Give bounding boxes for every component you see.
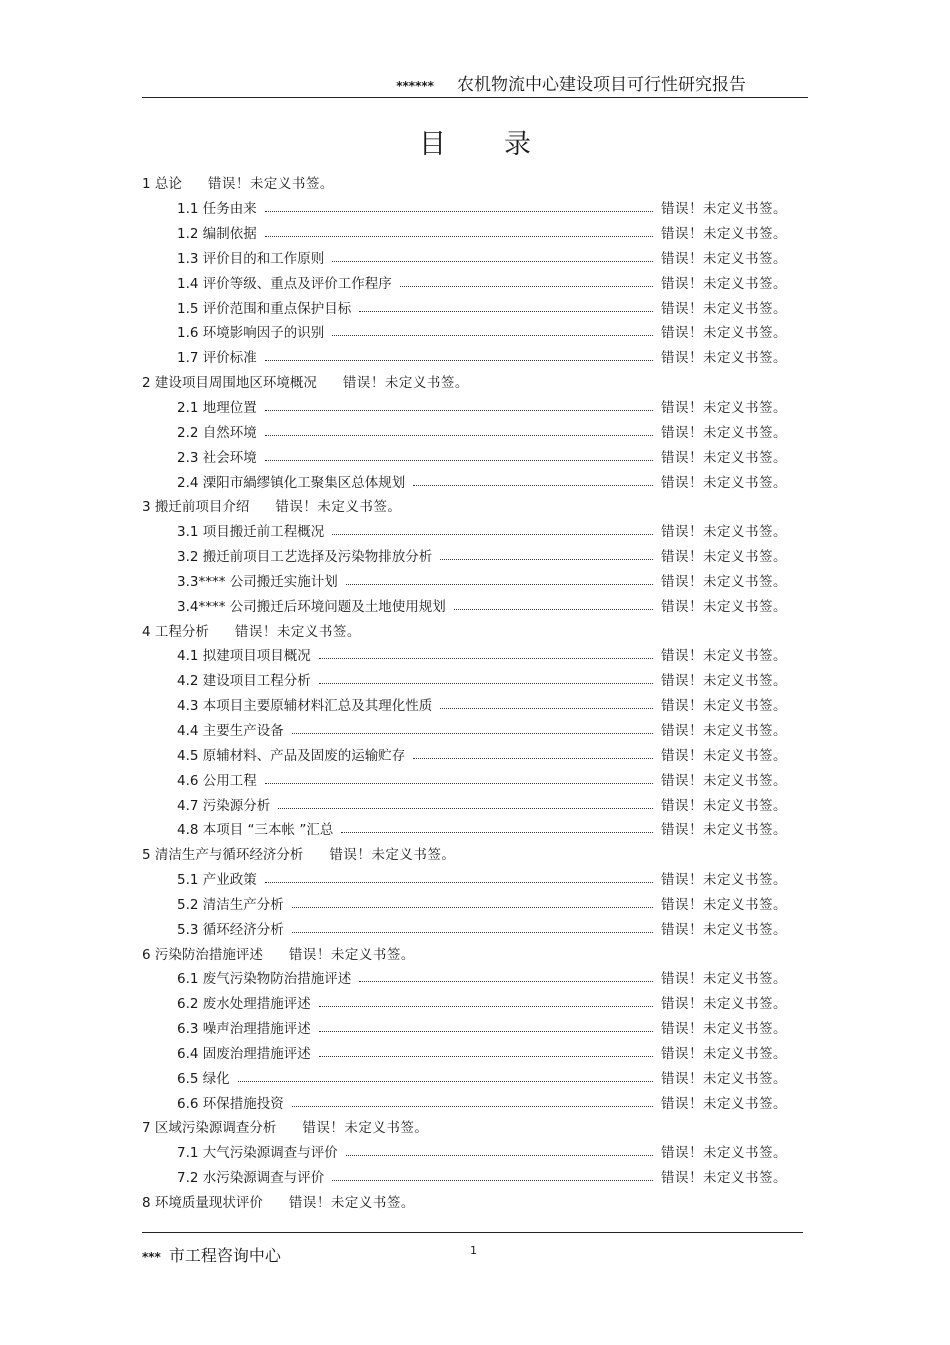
toc-entry[interactable] bbox=[142, 642, 787, 667]
toc-leader-dots bbox=[332, 533, 653, 535]
toc-entry[interactable] bbox=[142, 1164, 787, 1189]
toc-entry[interactable] bbox=[142, 468, 787, 493]
toc-leader-dots bbox=[265, 210, 653, 212]
table-of-contents bbox=[142, 170, 787, 1213]
toc-entry-label: 6 污染防治措施评述 bbox=[142, 946, 263, 963]
footer-org bbox=[142, 1243, 281, 1266]
toc-entry[interactable] bbox=[142, 568, 787, 593]
toc-entry-page: 错误！未定义书签。 bbox=[661, 474, 787, 491]
toc-entry-page: 错误！未定义书签。 bbox=[661, 549, 787, 566]
toc-entry[interactable] bbox=[142, 369, 787, 394]
toc-entry-label: 1.7 评价标准 bbox=[177, 350, 257, 367]
toc-entry[interactable] bbox=[142, 418, 787, 443]
toc-leader-dots bbox=[341, 831, 653, 833]
toc-entry-label: 4.3 本项目主要原辅材料汇总及其理化性质 bbox=[177, 698, 433, 715]
toc-leader-dots bbox=[319, 657, 653, 659]
toc-entry[interactable] bbox=[142, 816, 787, 841]
footer-org-name: 市工程咨询中心 bbox=[168, 1246, 281, 1265]
toc-entry-page: 错误！未定义书签。 bbox=[661, 1070, 787, 1087]
toc-entry-label: 3 搬迁前项目介绍 bbox=[142, 499, 250, 516]
toc-entry-page: 错误！未定义书签。 bbox=[661, 400, 787, 417]
toc-entry[interactable] bbox=[142, 1064, 787, 1089]
toc-entry[interactable] bbox=[142, 1040, 787, 1065]
toc-entry-label: 6.4 固废治理措施评述 bbox=[177, 1045, 311, 1062]
toc-entry-label: 2 建设项目周围地区环境概况 bbox=[142, 375, 317, 392]
toc-entry-page: 错误！未定义书签。 bbox=[661, 1095, 787, 1112]
toc-entry[interactable] bbox=[142, 741, 787, 766]
toc-entry-page: 错误！未定义书签。 bbox=[661, 797, 787, 814]
toc-entry-label: 4.1 拟建项目项目概况 bbox=[177, 648, 311, 665]
toc-entry-label: 3.4**** 公司搬迁后环境问题及土地使用规划 bbox=[177, 598, 446, 615]
toc-entry-label: 7.2 水污染源调查与评价 bbox=[177, 1170, 325, 1187]
toc-entry-label: 2.3 社会环境 bbox=[177, 449, 257, 466]
toc-entry[interactable] bbox=[142, 493, 787, 518]
toc-entry-page: 错误！未定义书签。 bbox=[234, 623, 361, 640]
toc-entry-label: 4.8 本项目 “三本帐 ”汇总 bbox=[177, 822, 334, 839]
toc-entry-label: 6.6 环保措施投资 bbox=[177, 1095, 284, 1112]
toc-entry-label: 1.4 评价等级、重点及评价工作程序 bbox=[177, 275, 392, 292]
toc-entry-label: 4.4 主要生产设备 bbox=[177, 722, 284, 739]
toc-entry-label: 3.2 搬迁前项目工艺选择及污染物排放分析 bbox=[177, 549, 433, 566]
toc-entry-page: 错误！未定义书签。 bbox=[661, 698, 787, 715]
toc-entry-page: 错误！未定义书签。 bbox=[661, 722, 787, 739]
toc-entry[interactable] bbox=[142, 965, 787, 990]
toc-entry[interactable] bbox=[142, 592, 787, 617]
toc-entry-page: 错误！未定义书签。 bbox=[275, 499, 402, 516]
toc-entry[interactable] bbox=[142, 890, 787, 915]
toc-leader-dots bbox=[319, 1055, 653, 1057]
toc-entry-label: 7.1 大气污染源调查与评价 bbox=[177, 1145, 338, 1162]
toc-entry[interactable] bbox=[142, 394, 787, 419]
toc-entry-page: 错误！未定义书签。 bbox=[661, 250, 787, 267]
toc-entry-page: 错误！未定义书签。 bbox=[661, 275, 787, 292]
page-header bbox=[142, 70, 808, 98]
toc-entry[interactable] bbox=[142, 543, 787, 568]
header-title: 农机物流中心建设项目可行性研究报告 bbox=[457, 75, 746, 95]
toc-entry[interactable] bbox=[142, 866, 787, 891]
toc-entry-page: 错误！未定义书签。 bbox=[661, 996, 787, 1013]
toc-entry-page: 错误！未定义书签。 bbox=[661, 648, 787, 665]
toc-leader-dots bbox=[346, 583, 653, 585]
toc-entry[interactable] bbox=[142, 915, 787, 940]
toc-entry-label: 6.3 噪声治理措施评述 bbox=[177, 1021, 311, 1038]
toc-leader-dots bbox=[265, 409, 653, 411]
toc-entry-label: 2.1 地理位置 bbox=[177, 400, 257, 417]
toc-entry-label: 1 总论 bbox=[142, 176, 182, 193]
toc-entry-page: 错误！未定义书签。 bbox=[661, 424, 787, 441]
toc-entry-label: 4.5 原辅材料、产品及固废的运输贮存 bbox=[177, 747, 406, 764]
toc-entry[interactable] bbox=[142, 170, 787, 195]
toc-entry[interactable] bbox=[142, 1114, 787, 1139]
toc-entry-page: 错误！未定义书签。 bbox=[288, 946, 415, 963]
toc-entry[interactable] bbox=[142, 990, 787, 1015]
toc-leader-dots bbox=[265, 235, 653, 237]
toc-leader-dots bbox=[265, 782, 653, 784]
toc-entry-page: 错误！未定义书签。 bbox=[661, 872, 787, 889]
toc-leader-dots bbox=[292, 931, 653, 933]
toc-entry-page: 错误！未定义书签。 bbox=[661, 598, 787, 615]
toc-entry-label: 1.6 环境影响因子的识别 bbox=[177, 325, 325, 342]
page-title: 目录 bbox=[419, 129, 589, 160]
toc-entry-page: 错误！未定义书签。 bbox=[288, 1195, 415, 1212]
toc-entry-page: 错误！未定义书签。 bbox=[661, 226, 787, 243]
toc-entry-page: 错误！未定义书签。 bbox=[661, 1021, 787, 1038]
toc-entry[interactable] bbox=[142, 717, 787, 742]
page-number: 1 bbox=[470, 1244, 477, 1257]
toc-entry-page: 错误！未定义书签。 bbox=[329, 847, 456, 864]
toc-leader-dots bbox=[454, 608, 653, 610]
toc-entry[interactable] bbox=[142, 841, 787, 866]
toc-leader-dots bbox=[346, 1154, 653, 1156]
toc-entry-page: 错误！未定义书签。 bbox=[661, 971, 787, 988]
toc-entry-label: 6.1 废气污染物防治措施评述 bbox=[177, 971, 352, 988]
toc-entry-label: 2.4 溧阳市緺缪镇化工聚集区总体规划 bbox=[177, 474, 406, 491]
toc-entry-label: 8 环境质量现状评价 bbox=[142, 1195, 263, 1212]
toc-entry-page: 错误！未定义书签。 bbox=[207, 176, 334, 193]
toc-entry-label: 6.2 废水处理措施评述 bbox=[177, 996, 311, 1013]
toc-leader-dots bbox=[440, 707, 653, 709]
toc-entry-page: 错误！未定义书签。 bbox=[661, 524, 787, 541]
toc-entry-label: 3.3**** 公司搬迁实施计划 bbox=[177, 573, 338, 590]
toc-leader-dots bbox=[292, 906, 653, 908]
toc-entry[interactable] bbox=[142, 1189, 787, 1214]
toc-entry[interactable] bbox=[142, 667, 787, 692]
toc-entry[interactable] bbox=[142, 518, 787, 543]
toc-leader-dots bbox=[400, 285, 653, 287]
toc-entry-label: 4 工程分析 bbox=[142, 623, 209, 640]
toc-entry-label: 5.3 循环经济分析 bbox=[177, 921, 284, 938]
toc-entry[interactable] bbox=[142, 195, 787, 220]
toc-entry-page: 错误！未定义书签。 bbox=[661, 673, 787, 690]
toc-entry[interactable] bbox=[142, 692, 787, 717]
toc-leader-dots bbox=[332, 1179, 653, 1181]
toc-entry[interactable] bbox=[142, 617, 787, 642]
toc-entry-label: 7 区域污染源调查分析 bbox=[142, 1120, 277, 1137]
toc-leader-dots bbox=[265, 881, 653, 883]
toc-entry[interactable] bbox=[142, 443, 787, 468]
toc-entry[interactable] bbox=[142, 294, 787, 319]
toc-entry-page: 错误！未定义书签。 bbox=[661, 822, 787, 839]
toc-entry[interactable] bbox=[142, 940, 787, 965]
toc-entry[interactable] bbox=[142, 269, 787, 294]
toc-leader-dots bbox=[292, 732, 653, 734]
toc-entry-page: 错误！未定义书签。 bbox=[661, 896, 787, 913]
toc-leader-dots bbox=[359, 980, 653, 982]
toc-entry-label: 5.2 清洁生产分析 bbox=[177, 896, 284, 913]
toc-entry[interactable] bbox=[142, 344, 787, 369]
toc-entry[interactable] bbox=[142, 245, 787, 270]
toc-leader-dots bbox=[332, 334, 653, 336]
footer-stars: *** bbox=[142, 1250, 161, 1264]
toc-entry-page: 错误！未定义书签。 bbox=[661, 1170, 787, 1187]
toc-leader-dots bbox=[265, 434, 653, 436]
toc-entry[interactable] bbox=[142, 1139, 787, 1164]
toc-entry[interactable] bbox=[142, 319, 787, 344]
toc-leader-dots bbox=[413, 757, 653, 759]
toc-entry-label: 1.5 评价范围和重点保护目标 bbox=[177, 300, 352, 317]
toc-entry-label: 3.1 项目搬迁前工程概况 bbox=[177, 524, 325, 541]
toc-entry[interactable] bbox=[142, 791, 787, 816]
toc-entry-label: 5.1 产业政策 bbox=[177, 872, 257, 889]
toc-leader-dots bbox=[292, 1105, 653, 1107]
toc-entry-page: 错误！未定义书签。 bbox=[661, 747, 787, 764]
toc-entry[interactable] bbox=[142, 1015, 787, 1040]
toc-entry-page: 错误！未定义书签。 bbox=[661, 325, 787, 342]
toc-leader-dots bbox=[265, 459, 653, 461]
toc-leader-dots bbox=[319, 682, 653, 684]
toc-leader-dots bbox=[278, 807, 653, 809]
toc-leader-dots bbox=[440, 558, 653, 560]
header-stars: ****** bbox=[396, 79, 434, 93]
toc-entry[interactable] bbox=[142, 766, 787, 791]
toc-entry-page: 错误！未定义书签。 bbox=[342, 375, 469, 392]
toc-entry-label: 4.7 污染源分析 bbox=[177, 797, 271, 814]
toc-leader-dots bbox=[319, 1030, 653, 1032]
toc-entry-page: 错误！未定义书签。 bbox=[661, 1145, 787, 1162]
toc-entry[interactable] bbox=[142, 1089, 787, 1114]
toc-entry-page: 错误！未定义书签。 bbox=[661, 300, 787, 317]
toc-entry-label: 1.3 评价目的和工作原则 bbox=[177, 250, 325, 267]
toc-entry-label: 2.2 自然环境 bbox=[177, 424, 257, 441]
toc-leader-dots bbox=[332, 260, 653, 262]
toc-entry-label: 4.6 公用工程 bbox=[177, 772, 257, 789]
toc-entry-page: 错误！未定义书签。 bbox=[661, 449, 787, 466]
footer-divider bbox=[142, 1232, 803, 1233]
toc-leader-dots bbox=[359, 310, 653, 312]
toc-leader-dots bbox=[319, 1005, 653, 1007]
toc-entry[interactable] bbox=[142, 220, 787, 245]
toc-entry-label: 4.2 建设项目工程分析 bbox=[177, 673, 311, 690]
toc-entry-label: 6.5 绿化 bbox=[177, 1070, 230, 1087]
toc-entry-label: 5 清洁生产与循环经济分析 bbox=[142, 847, 304, 864]
toc-entry-page: 错误！未定义书签。 bbox=[661, 350, 787, 367]
toc-entry-page: 错误！未定义书签。 bbox=[661, 201, 787, 218]
toc-entry-page: 错误！未定义书签。 bbox=[661, 1045, 787, 1062]
toc-leader-dots bbox=[238, 1080, 653, 1082]
toc-entry-label: 1.2 编制依据 bbox=[177, 226, 257, 243]
toc-leader-dots bbox=[265, 359, 653, 361]
toc-leader-dots bbox=[413, 484, 653, 486]
toc-entry-page: 错误！未定义书签。 bbox=[302, 1120, 429, 1137]
toc-entry-page: 错误！未定义书签。 bbox=[661, 921, 787, 938]
toc-entry-page: 错误！未定义书签。 bbox=[661, 573, 787, 590]
toc-entry-label: 1.1 任务由来 bbox=[177, 201, 257, 218]
toc-entry-page: 错误！未定义书签。 bbox=[661, 772, 787, 789]
